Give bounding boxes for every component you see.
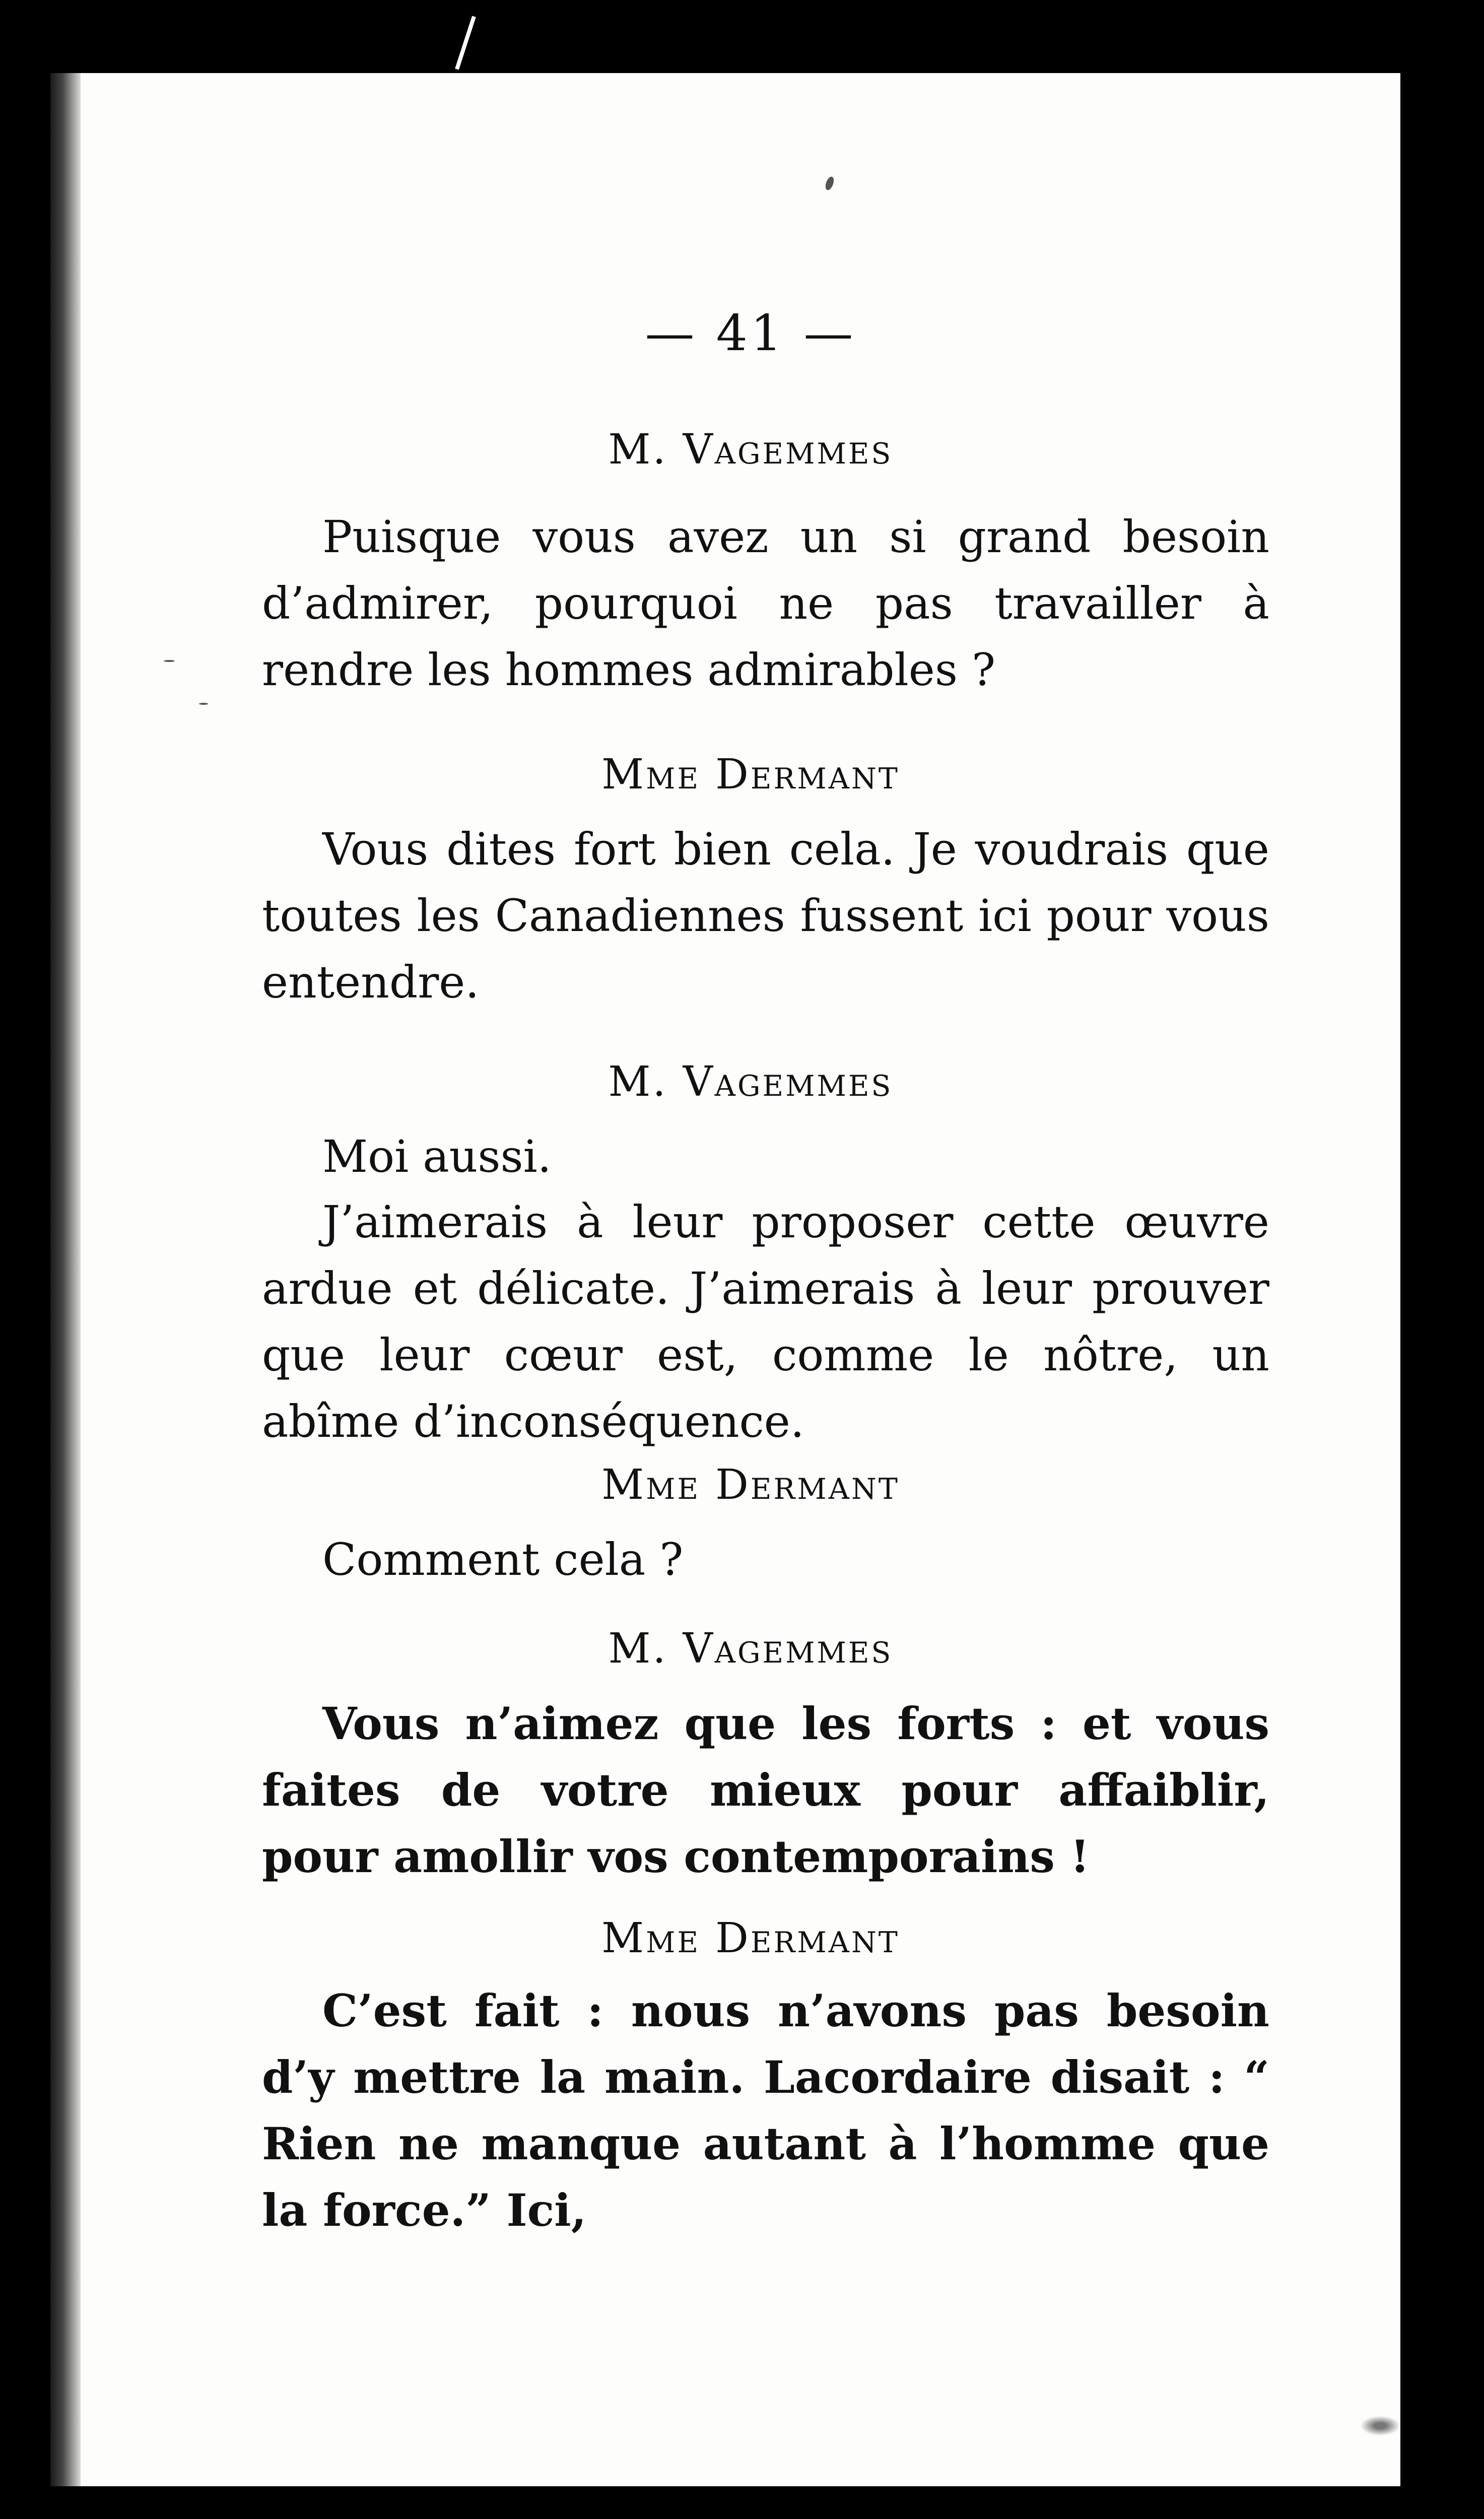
speaker-name: Mme Dermant	[601, 1461, 900, 1509]
speaker-name: M. Vagemmes	[608, 1625, 893, 1673]
dialogue-paragraph: Moi aussi.	[322, 1131, 552, 1182]
page-number: — 41 —	[645, 305, 856, 362]
dust-speck	[1360, 2416, 1400, 2436]
dust-speck	[199, 703, 208, 705]
book-page	[50, 73, 1400, 2486]
speaker-name: M. Vagemmes	[608, 1058, 893, 1106]
dialogue-paragraph: Vous dites fort bien cela. Je voudrais que toutes les Canadiennes fussent ici pour vous entendre.	[262, 823, 1269, 1008]
scan-artifact-mark	[455, 16, 476, 70]
dust-speck	[824, 175, 836, 191]
dialogue-paragraph: Comment cela ?	[322, 1534, 684, 1585]
dust-speck	[164, 660, 175, 662]
speaker-name: M. Vagemmes	[608, 426, 893, 474]
dialogue-paragraph: C’est fait : nous n’avons pas besoin d’y mettre la main. Lacordaire disait : “ Rien ne manque autant à l’homme que la force.” Ici,	[262, 1984, 1269, 2236]
dialogue-paragraph: J’aimerais à leur proposer cette œuvre ardue et délicate. J’aimerais à leur prouver que leur cœur est, comme le nôtre, un abîme d’inconséquence.	[262, 1196, 1269, 1447]
dialogue-paragraph: Puisque vous avez un si grand besoin d’admirer, pourquoi ne pas travailler à rendre les hommes admirables ?	[262, 511, 1269, 696]
speaker-name: Mme Dermant	[601, 751, 900, 799]
speaker-name: Mme Dermant	[601, 1914, 900, 1962]
dialogue-paragraph: Vous n’aimez que les forts : et vous faites de votre mieux pour affaiblir, pour amollir vos contemporains !	[262, 1697, 1269, 1883]
